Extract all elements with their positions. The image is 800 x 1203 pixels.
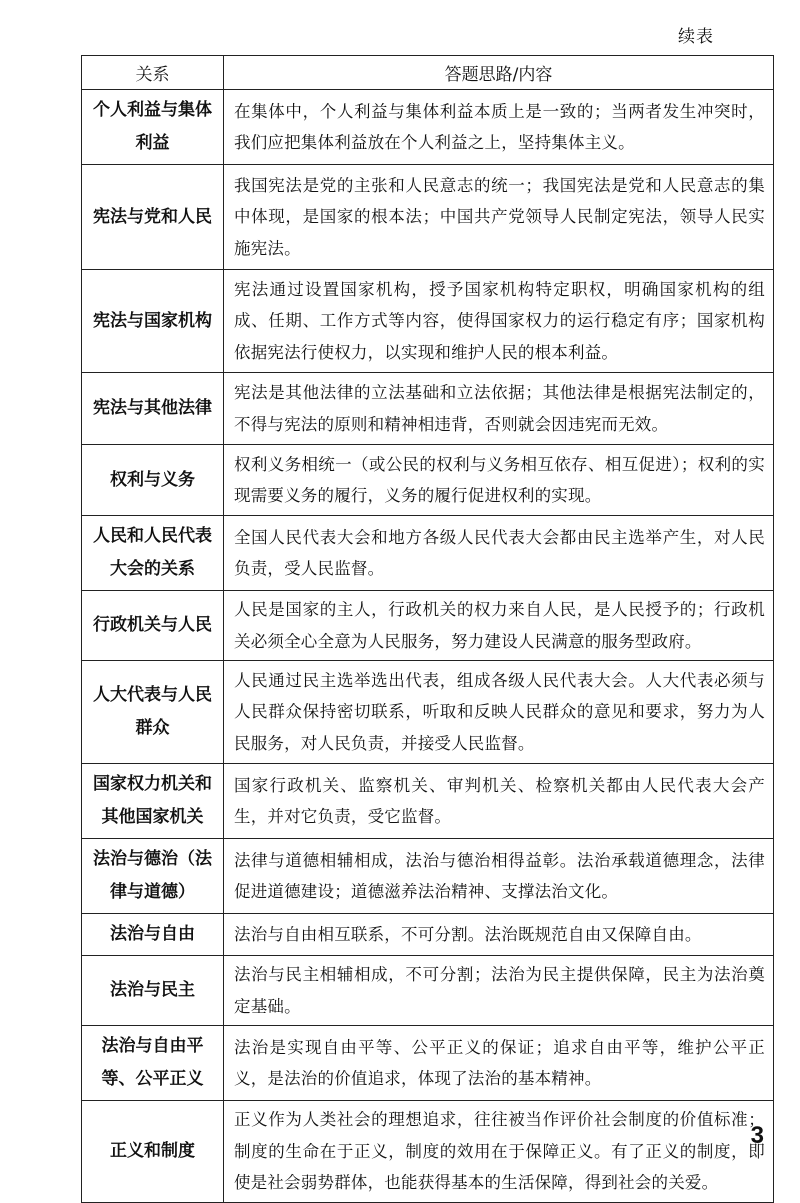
content-cell: 法治与民主相辅相成，不可分割；法治为民主提供保障，民主为法治奠定基础。 [224,956,774,1026]
column-header-relation: 关系 [82,56,224,90]
relation-cell: 正义和制度 [82,1101,224,1203]
table-row [82,839,774,914]
relation-cell: 权利与义务 [82,445,224,516]
table-row [82,270,774,373]
content-cell: 全国人民代表大会和地方各级人民代表大会都由民主选举产生，对人民负责，受人民监督。 [224,516,774,591]
content-cell: 权利义务相统一（或公民的权利与义务相互依存、相互促进）；权利的实现需要义务的履行，义务的履行促进权利的实现。 [224,445,774,516]
relation-cell: 宪法与党和人民 [82,165,224,270]
content-cell: 人民是国家的主人，行政机关的权力来自人民，是人民授予的；行政机关必须全心全意为人民服务，努力建设人民满意的服务型政府。 [224,591,774,661]
continuation-label: 续表 [678,27,714,47]
table-row [82,165,774,270]
table-row [82,661,774,764]
table-row [82,914,774,956]
table-row [82,445,774,516]
relation-cell: 法治与民主 [82,956,224,1026]
relation-cell: 法治与德治（法律与道德） [82,839,224,914]
content-cell: 人民通过民主选举选出代表，组成各级人民代表大会。人大代表必须与人民群众保持密切联系，听取和反映人民群众的意见和要求，努力为人民服务，对人民负责，并接受人民监督。 [224,661,774,764]
table-row [82,90,774,165]
relation-cell: 个人利益与集体利益 [82,90,224,165]
relation-cell: 法治与自由平等、公平正义 [82,1026,224,1101]
table-row [82,373,774,445]
table-row [82,764,774,839]
content-cell: 在集体中，个人利益与集体利益本质上是一致的；当两者发生冲突时，我们应把集体利益放在个人利益之上，坚持集体主义。 [224,90,774,165]
relation-cell: 行政机关与人民 [82,591,224,661]
relation-cell: 国家权力机关和其他国家机关 [82,764,224,839]
content-cell: 国家行政机关、监察机关、审判机关、检察机关都由人民代表大会产生，并对它负责，受它监督。 [224,764,774,839]
content-cell: 法治与自由相互联系，不可分割。法治既规范自由又保障自由。 [224,914,774,956]
content-cell: 我国宪法是党的主张和人民意志的统一；我国宪法是党和人民意志的集中体现，是国家的根本法；中国共产党领导人民制定宪法，领导人民实施宪法。 [224,165,774,270]
table-row [82,516,774,591]
content-cell: 宪法通过设置国家机构，授予国家机构特定职权，明确国家机构的组成、任期、工作方式等内容，使得国家权力的运行稳定有序；国家机构依据宪法行使权力，以实现和维护人民的根本利益。 [224,270,774,373]
content-cell: 正义作为人类社会的理想追求，往往被当作评价社会制度的价值标准；制度的生命在于正义，制度的效用在于保障正义。有了正义的制度，即使是社会弱势群体，也能获得基本的生活保障，得到社会的关爱。 [224,1101,774,1203]
content-cell: 宪法是其他法律的立法基础和立法依据；其他法律是根据宪法制定的，不得与宪法的原则和精神相违背，否则就会因违宪而无效。 [224,373,774,445]
relation-cell: 人民和人民代表大会的关系 [82,516,224,591]
table-body [82,90,774,1203]
page-header [0,22,800,52]
relation-cell: 法治与自由 [82,914,224,956]
relations-table [81,55,774,1203]
relation-cell: 宪法与其他法律 [82,373,224,445]
relation-cell: 宪法与国家机构 [82,270,224,373]
table-row [82,1101,774,1203]
page-number: 3 [750,1122,764,1149]
table-row [82,956,774,1026]
content-cell: 法律与道德相辅相成，法治与德治相得益彰。法治承载道德理念，法律促进道德建设；道德滋养法治精神、支撑法治文化。 [224,839,774,914]
relation-cell: 人大代表与人民群众 [82,661,224,764]
table-row [82,1026,774,1101]
table-row [82,591,774,661]
column-header-content: 答题思路/内容 [224,56,774,90]
content-cell: 法治是实现自由平等、公平正义的保证；追求自由平等，维护公平正义，是法治的价值追求，体现了法治的基本精神。 [224,1026,774,1101]
table-header-row [82,56,774,90]
